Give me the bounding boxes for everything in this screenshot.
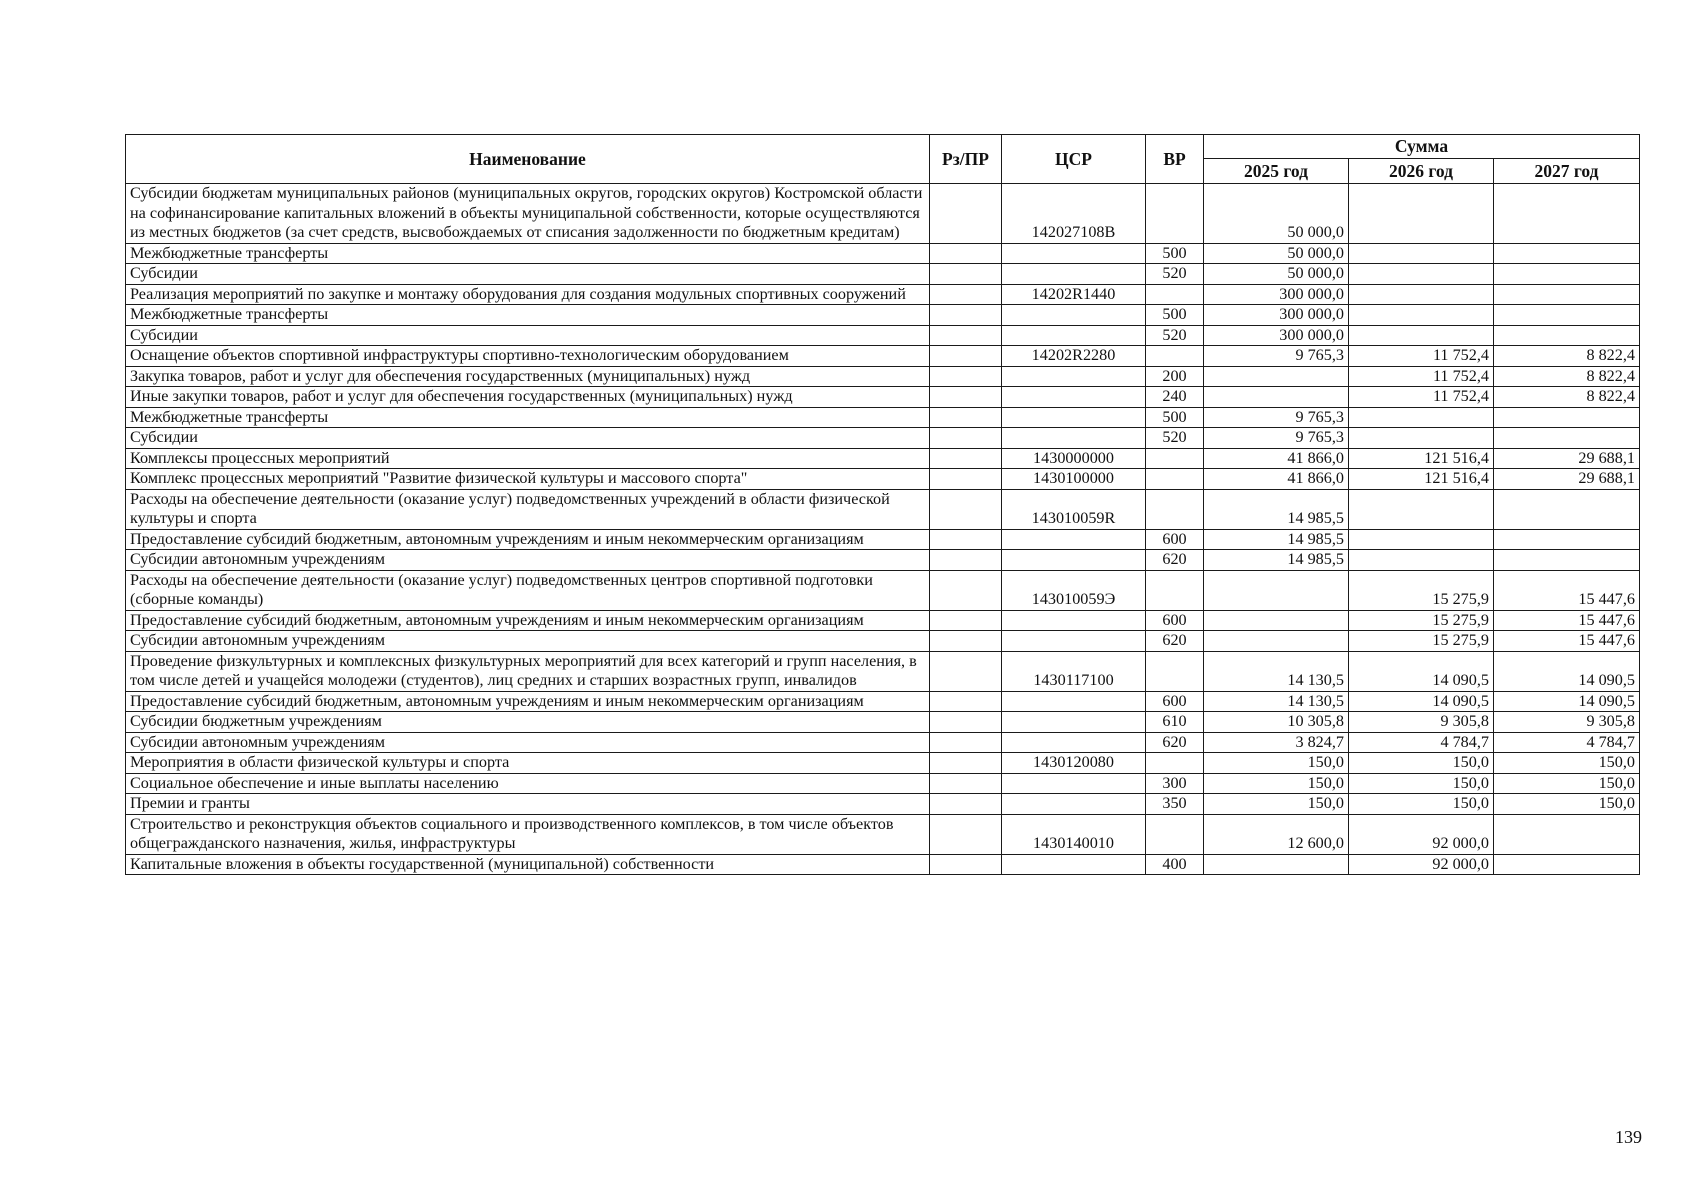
row-name: Субсидии (126, 428, 930, 449)
row-amount-2027: 29 688,1 (1494, 469, 1640, 490)
row-name: Премии и гранты (126, 794, 930, 815)
header-csr: ЦСР (1002, 135, 1146, 184)
row-vr: 620 (1146, 732, 1204, 753)
table-row (126, 428, 1640, 449)
row-vr: 500 (1146, 407, 1204, 428)
table-row (126, 325, 1640, 346)
table-row (126, 407, 1640, 428)
row-csr (1002, 366, 1146, 387)
row-amount-2025: 300 000,0 (1204, 325, 1349, 346)
row-rzpr (930, 346, 1002, 367)
table-row (126, 489, 1640, 529)
header-name: Наименование (126, 135, 930, 184)
row-rzpr (930, 550, 1002, 571)
table-row (126, 814, 1640, 854)
row-vr: 600 (1146, 610, 1204, 631)
row-amount-2025: 300 000,0 (1204, 284, 1349, 305)
table-row (126, 651, 1640, 691)
row-amount-2026 (1349, 184, 1494, 244)
row-amount-2027 (1494, 814, 1640, 854)
row-csr: 1430140010 (1002, 814, 1146, 854)
table-row (126, 448, 1640, 469)
row-vr (1146, 469, 1204, 490)
row-amount-2027: 15 447,6 (1494, 610, 1640, 631)
row-amount-2025: 10 305,8 (1204, 712, 1349, 733)
row-vr: 620 (1146, 631, 1204, 652)
row-rzpr (930, 407, 1002, 428)
header-sum: Сумма (1204, 135, 1640, 159)
table-row (126, 346, 1640, 367)
header-year-2026: 2026 год (1349, 159, 1494, 184)
row-rzpr (930, 387, 1002, 408)
row-amount-2026: 15 275,9 (1349, 610, 1494, 631)
row-amount-2026: 150,0 (1349, 773, 1494, 794)
row-amount-2026: 14 090,5 (1349, 691, 1494, 712)
row-csr: 1430000000 (1002, 448, 1146, 469)
row-amount-2026 (1349, 428, 1494, 449)
table-row (126, 305, 1640, 326)
row-vr (1146, 346, 1204, 367)
row-amount-2027: 14 090,5 (1494, 651, 1640, 691)
row-amount-2025: 41 866,0 (1204, 448, 1349, 469)
row-amount-2025: 50 000,0 (1204, 184, 1349, 244)
row-rzpr (930, 469, 1002, 490)
row-amount-2025 (1204, 610, 1349, 631)
row-name: Расходы на обеспечение деятельности (оказание услуг) подведомственных учреждений в области физической культуры и спорта (126, 489, 930, 529)
row-amount-2026 (1349, 325, 1494, 346)
table-row (126, 794, 1640, 815)
table-row (126, 243, 1640, 264)
row-name: Мероприятия в области физической культуры и спорта (126, 753, 930, 774)
row-amount-2025: 150,0 (1204, 794, 1349, 815)
table-row (126, 387, 1640, 408)
row-csr: 1430117100 (1002, 651, 1146, 691)
row-amount-2025: 9 765,3 (1204, 428, 1349, 449)
row-amount-2025: 50 000,0 (1204, 243, 1349, 264)
table-row (126, 529, 1640, 550)
row-amount-2027 (1494, 325, 1640, 346)
row-amount-2027: 15 447,6 (1494, 631, 1640, 652)
row-csr (1002, 264, 1146, 285)
row-vr: 400 (1146, 854, 1204, 875)
row-amount-2026: 11 752,4 (1349, 346, 1494, 367)
row-name: Закупка товаров, работ и услуг для обеспечения государственных (муниципальных) нужд (126, 366, 930, 387)
row-csr (1002, 407, 1146, 428)
row-amount-2025: 150,0 (1204, 773, 1349, 794)
row-name: Капитальные вложения в объекты государственной (муниципальной) собственности (126, 854, 930, 875)
row-amount-2025: 14 130,5 (1204, 651, 1349, 691)
row-vr (1146, 651, 1204, 691)
row-csr (1002, 610, 1146, 631)
row-vr: 350 (1146, 794, 1204, 815)
row-rzpr (930, 732, 1002, 753)
table-row (126, 631, 1640, 652)
row-name: Субсидии (126, 325, 930, 346)
row-rzpr (930, 753, 1002, 774)
row-rzpr (930, 366, 1002, 387)
row-vr (1146, 448, 1204, 469)
row-csr (1002, 773, 1146, 794)
row-amount-2025 (1204, 570, 1349, 610)
row-amount-2027: 15 447,6 (1494, 570, 1640, 610)
header-rzpr: Рз/ПР (930, 135, 1002, 184)
row-rzpr (930, 712, 1002, 733)
row-amount-2025: 14 985,5 (1204, 489, 1349, 529)
row-name: Проведение физкультурных и комплексных физкультурных мероприятий для всех категорий и групп населения, в том числе детей и учащейся молодежи (студентов), лиц средних и старших возрастных групп, инвалидов (126, 651, 930, 691)
table-row (126, 854, 1640, 875)
row-amount-2026 (1349, 489, 1494, 529)
row-amount-2026 (1349, 529, 1494, 550)
row-amount-2025 (1204, 387, 1349, 408)
row-vr: 600 (1146, 691, 1204, 712)
row-name: Предоставление субсидий бюджетным, автономным учреждениям и иным некоммерческим организациям (126, 529, 930, 550)
table-row (126, 550, 1640, 571)
row-name: Комплекс процессных мероприятий "Развитие физической культуры и массового спорта" (126, 469, 930, 490)
row-amount-2026: 15 275,9 (1349, 570, 1494, 610)
row-amount-2026 (1349, 305, 1494, 326)
row-vr: 610 (1146, 712, 1204, 733)
row-amount-2025: 300 000,0 (1204, 305, 1349, 326)
row-amount-2026: 150,0 (1349, 753, 1494, 774)
row-amount-2026: 121 516,4 (1349, 448, 1494, 469)
row-csr: 143010059Э (1002, 570, 1146, 610)
row-csr: 1430100000 (1002, 469, 1146, 490)
row-rzpr (930, 570, 1002, 610)
table-row (126, 366, 1640, 387)
row-rzpr (930, 284, 1002, 305)
row-amount-2025: 12 600,0 (1204, 814, 1349, 854)
row-rzpr (930, 814, 1002, 854)
row-name: Субсидии автономным учреждениям (126, 631, 930, 652)
row-amount-2025: 9 765,3 (1204, 346, 1349, 367)
table-row (126, 184, 1640, 244)
row-amount-2025: 9 765,3 (1204, 407, 1349, 428)
row-rzpr (930, 631, 1002, 652)
table-body (126, 184, 1640, 875)
table-row (126, 570, 1640, 610)
row-rzpr (930, 794, 1002, 815)
table-row (126, 691, 1640, 712)
row-amount-2026: 11 752,4 (1349, 387, 1494, 408)
row-csr (1002, 550, 1146, 571)
row-vr (1146, 489, 1204, 529)
row-vr: 600 (1146, 529, 1204, 550)
row-vr: 500 (1146, 243, 1204, 264)
row-csr: 14202R2280 (1002, 346, 1146, 367)
row-amount-2026: 15 275,9 (1349, 631, 1494, 652)
row-amount-2027: 8 822,4 (1494, 366, 1640, 387)
row-amount-2027: 150,0 (1494, 753, 1640, 774)
row-amount-2026: 11 752,4 (1349, 366, 1494, 387)
row-amount-2027 (1494, 284, 1640, 305)
row-name: Строительство и реконструкция объектов социального и производственного комплексов, в том числе объектов общегражданского назначения, жилья, инфраструктуры (126, 814, 930, 854)
row-amount-2026: 121 516,4 (1349, 469, 1494, 490)
row-rzpr (930, 264, 1002, 285)
row-csr (1002, 691, 1146, 712)
row-name: Иные закупки товаров, работ и услуг для обеспечения государственных (муниципальных) нужд (126, 387, 930, 408)
row-vr: 620 (1146, 550, 1204, 571)
budget-table (125, 134, 1640, 875)
row-vr (1146, 184, 1204, 244)
row-amount-2025 (1204, 366, 1349, 387)
row-rzpr (930, 854, 1002, 875)
row-rzpr (930, 305, 1002, 326)
row-vr: 240 (1146, 387, 1204, 408)
row-amount-2026 (1349, 284, 1494, 305)
row-amount-2026: 14 090,5 (1349, 651, 1494, 691)
row-csr (1002, 794, 1146, 815)
row-amount-2027 (1494, 854, 1640, 875)
row-amount-2027 (1494, 264, 1640, 285)
table-row (126, 264, 1640, 285)
row-name: Субсидии автономным учреждениям (126, 550, 930, 571)
row-rzpr (930, 325, 1002, 346)
row-csr: 14202R1440 (1002, 284, 1146, 305)
row-rzpr (930, 184, 1002, 244)
row-amount-2027: 9 305,8 (1494, 712, 1640, 733)
row-rzpr (930, 529, 1002, 550)
row-vr: 300 (1146, 773, 1204, 794)
row-amount-2027 (1494, 529, 1640, 550)
row-amount-2026 (1349, 407, 1494, 428)
row-vr (1146, 284, 1204, 305)
row-amount-2026: 150,0 (1349, 794, 1494, 815)
header-year-2025: 2025 год (1204, 159, 1349, 184)
row-amount-2025: 150,0 (1204, 753, 1349, 774)
header-year-2027: 2027 год (1494, 159, 1640, 184)
row-amount-2027: 14 090,5 (1494, 691, 1640, 712)
row-vr: 500 (1146, 305, 1204, 326)
header-vr: ВР (1146, 135, 1204, 184)
table-row (126, 753, 1640, 774)
row-vr (1146, 753, 1204, 774)
row-amount-2027: 150,0 (1494, 794, 1640, 815)
table-row (126, 284, 1640, 305)
row-csr: 142027108B (1002, 184, 1146, 244)
row-csr: 143010059R (1002, 489, 1146, 529)
row-amount-2027 (1494, 243, 1640, 264)
row-amount-2026: 92 000,0 (1349, 854, 1494, 875)
row-amount-2027: 8 822,4 (1494, 387, 1640, 408)
row-vr (1146, 814, 1204, 854)
row-name: Оснащение объектов спортивной инфраструктуры спортивно-технологическим оборудованием (126, 346, 930, 367)
row-amount-2027 (1494, 489, 1640, 529)
row-name: Предоставление субсидий бюджетным, автономным учреждениям и иным некоммерческим организациям (126, 610, 930, 631)
row-csr (1002, 325, 1146, 346)
row-amount-2027 (1494, 305, 1640, 326)
row-amount-2027: 150,0 (1494, 773, 1640, 794)
row-csr (1002, 631, 1146, 652)
row-name: Субсидии (126, 264, 930, 285)
row-amount-2027: 8 822,4 (1494, 346, 1640, 367)
row-name: Расходы на обеспечение деятельности (оказание услуг) подведомственных центров спортивной подготовки (сборные команды) (126, 570, 930, 610)
table-row (126, 712, 1640, 733)
row-rzpr (930, 691, 1002, 712)
row-csr (1002, 712, 1146, 733)
row-csr (1002, 428, 1146, 449)
row-name: Межбюджетные трансферты (126, 407, 930, 428)
row-csr (1002, 387, 1146, 408)
row-rzpr (930, 428, 1002, 449)
row-vr: 520 (1146, 325, 1204, 346)
row-amount-2026 (1349, 550, 1494, 571)
row-rzpr (930, 773, 1002, 794)
row-vr: 520 (1146, 264, 1204, 285)
page-number: 139 (1615, 1127, 1642, 1147)
row-rzpr (930, 489, 1002, 529)
row-vr: 520 (1146, 428, 1204, 449)
row-amount-2025 (1204, 631, 1349, 652)
row-amount-2026: 92 000,0 (1349, 814, 1494, 854)
row-rzpr (930, 448, 1002, 469)
row-amount-2025: 14 130,5 (1204, 691, 1349, 712)
row-name: Субсидии автономным учреждениям (126, 732, 930, 753)
row-amount-2027 (1494, 184, 1640, 244)
row-amount-2026: 4 784,7 (1349, 732, 1494, 753)
row-name: Субсидии бюджетным учреждениям (126, 712, 930, 733)
row-csr (1002, 854, 1146, 875)
row-amount-2027: 29 688,1 (1494, 448, 1640, 469)
row-name: Межбюджетные трансферты (126, 305, 930, 326)
row-csr (1002, 529, 1146, 550)
table-row (126, 773, 1640, 794)
row-amount-2027 (1494, 407, 1640, 428)
row-name: Комплексы процессных мероприятий (126, 448, 930, 469)
row-rzpr (930, 651, 1002, 691)
table-row (126, 469, 1640, 490)
row-amount-2025: 41 866,0 (1204, 469, 1349, 490)
row-csr (1002, 243, 1146, 264)
row-amount-2027 (1494, 428, 1640, 449)
row-name: Реализация мероприятий по закупке и монтажу оборудования для создания модульных спортивных сооружений (126, 284, 930, 305)
row-name: Предоставление субсидий бюджетным, автономным учреждениям и иным некоммерческим организациям (126, 691, 930, 712)
row-amount-2026 (1349, 264, 1494, 285)
table-row (126, 732, 1640, 753)
row-amount-2025 (1204, 854, 1349, 875)
row-amount-2027: 4 784,7 (1494, 732, 1640, 753)
row-amount-2026: 9 305,8 (1349, 712, 1494, 733)
row-amount-2025: 14 985,5 (1204, 529, 1349, 550)
row-amount-2025: 50 000,0 (1204, 264, 1349, 285)
table-header (126, 135, 1640, 184)
row-amount-2027 (1494, 550, 1640, 571)
row-rzpr (930, 610, 1002, 631)
row-amount-2025: 14 985,5 (1204, 550, 1349, 571)
row-name: Социальное обеспечение и иные выплаты населению (126, 773, 930, 794)
row-amount-2025: 3 824,7 (1204, 732, 1349, 753)
row-csr (1002, 732, 1146, 753)
row-name: Субсидии бюджетам муниципальных районов (муниципальных округов, городских округов) Костромской области на софинансирование капитальных вложений в объекты муниципальной собственности, которые осуществляются из местных бюджетов (за счет средств, высвобождаемых от списания задолженности по бюджетным кредитам) (126, 184, 930, 244)
table-row (126, 610, 1640, 631)
row-vr (1146, 570, 1204, 610)
row-amount-2026 (1349, 243, 1494, 264)
row-rzpr (930, 243, 1002, 264)
row-csr: 1430120080 (1002, 753, 1146, 774)
row-name: Межбюджетные трансферты (126, 243, 930, 264)
row-vr: 200 (1146, 366, 1204, 387)
row-csr (1002, 305, 1146, 326)
